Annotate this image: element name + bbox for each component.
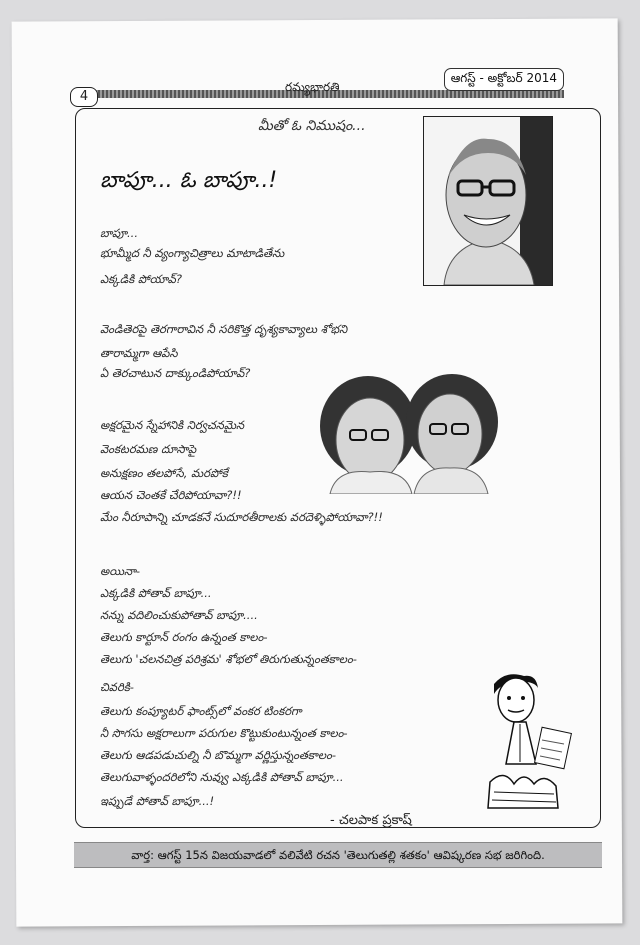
caricature-drawing — [484, 672, 576, 812]
poem-line: ఎక్కడికి పోయావ్? — [100, 272, 182, 286]
poem-line: తెలుగువాళ్ళందరిలోని నువ్వు ఎక్కడికి పోతావ్ బాపూ... — [100, 770, 344, 784]
poem-line: బాపూ... — [100, 226, 138, 240]
issue-date: ఆగస్ట్ - అక్టోబర్ 2014 — [444, 68, 564, 91]
poem-line: అక్షరమైన స్నేహానికి నిర్వచనమైన — [100, 418, 245, 432]
portrait-illustration — [424, 117, 552, 285]
poem-line: తెలుగు కార్టూన్ రంగం ఉన్నంత కాలం- — [100, 630, 268, 644]
poem-line: అయినా- — [100, 564, 141, 578]
page-header — [70, 68, 564, 102]
poem-line: తెలుగు ఆడపడుచుల్ని నీ బొమ్మగా వర్ణిస్తున్నంతకాలం- — [100, 748, 337, 762]
poem-line: ఎక్కడికి పోతావ్ బాపూ... — [100, 586, 212, 600]
poem-line: అనుక్షణం తలపోసే, మరపోకే — [100, 466, 228, 480]
section-title: మీతో ఓ నిముషం... — [258, 118, 366, 134]
poem-line: వెండితెరపై తెరగారావిన నీ సరికొత్త దృశ్యకావ్యాలు శోభని — [100, 322, 348, 336]
magazine-title: రమ్యభారతి — [285, 80, 340, 94]
poem-line: నన్ను వదిలించుకుపోతావ్ బాపూ.... — [100, 608, 258, 622]
poem-line: ఆయన చెంతకే చేరిపోయావా?!! — [100, 488, 242, 502]
duo-illustration — [316, 374, 500, 494]
author-signature: - చలపాక ప్రకాష్ — [330, 813, 412, 828]
poem-line: ఏ తెరచాటున దాక్కుండిపోయావ్? — [100, 366, 251, 380]
portrait-photo — [423, 116, 553, 286]
poem-line: ఇప్పుడే పోతావ్ బాపూ...! — [100, 794, 215, 808]
poem-line: చివరికి- — [100, 680, 134, 694]
news-banner: వార్త: ఆగస్ట్ 15న విజయవాడలో వలివేటి రచన 'తెలుగుతల్లి శతకం' ఆవిష్కరణ సభ జరిగింది. — [74, 842, 602, 868]
poem-line: తెలుగు 'చలనచిత్ర పరిశ్రమ' శోభలో తిరుగుతున్నంతకాలం- — [100, 652, 357, 666]
poem-line: వెంకటరమణ దూసాపై — [100, 442, 197, 456]
caricature-illustration — [484, 672, 576, 812]
article-title: బాపూ... ఓ బాపూ..! — [100, 168, 278, 193]
poem-line: భూమ్మీద నీ వ్యంగ్యాచిత్రాలు మాటాడితేను — [100, 246, 285, 260]
poem-line: మేం నీరూపాన్ని చూడకనే సుదూరతీరాలకు వరదెళ్ళిపోయావా?!! — [100, 510, 383, 524]
page-number: 4 — [70, 87, 98, 107]
poem-line: నీ సొగసు అక్షరాలుగా పరుగుల కొట్టుకుంటున్నంత కాలం- — [100, 726, 348, 740]
poem-line: తెలుగు కంప్యూటర్ ఫాంట్స్‌లో వంకర టింకరగా — [100, 704, 302, 718]
poem-line: తారామ్మగా ఆపేసి — [100, 346, 178, 360]
duo-photo — [316, 374, 500, 494]
